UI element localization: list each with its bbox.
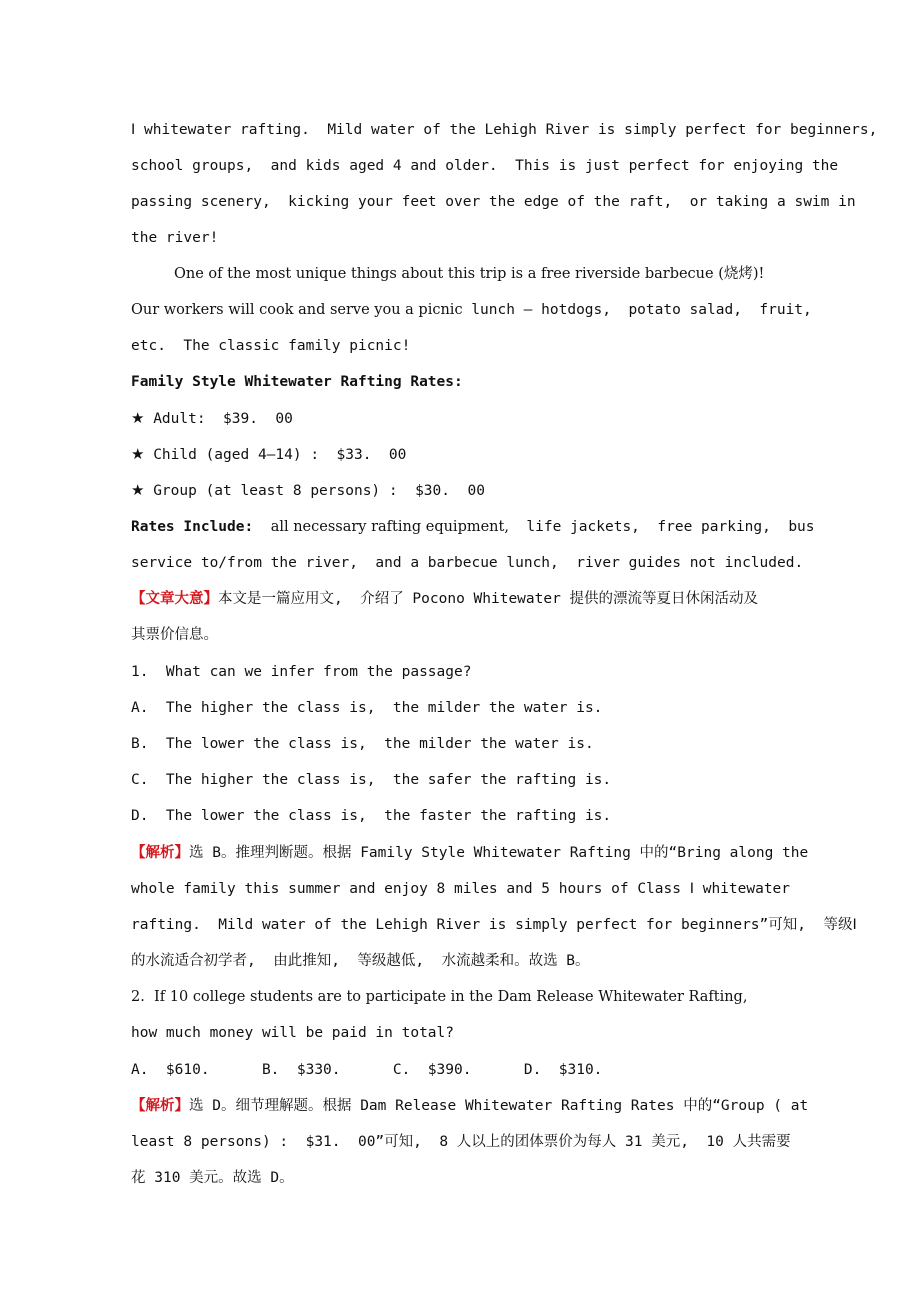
- analysis-line: rafting. Mild water of the Lehigh River is simply perfect for beginners”可知, 等级Ⅰ: [131, 917, 857, 933]
- rates-include: [131, 517, 815, 537]
- rates-title: Family Style Whitewater Rafting Rates:: [131, 374, 463, 390]
- question-2-options: A. $610. B. $330. C. $390. D. $310.: [131, 1062, 603, 1078]
- passage-line: the river!: [131, 230, 219, 246]
- analysis-line: 花 310 美元。故选 D。: [131, 1170, 294, 1186]
- rates-include-text: life jackets, free parking, bus: [508, 519, 815, 535]
- rates-include-line: service to/from the river, and a barbecue lunch, river guides not included.: [131, 555, 804, 571]
- analysis-line: 的水流适合初学者, 由此推知, 等级越低, 水流越柔和。故选 B。: [131, 953, 590, 969]
- rates-include-text: all necessary rafting equipment,: [270, 519, 509, 535]
- analysis-text: 选 D。细节理解题。根据 Dam Release Whitewater Rafting Rates 中的“Group ( at: [189, 1098, 809, 1114]
- analysis-tag: 【解析】: [131, 1097, 189, 1114]
- rate-item: [131, 480, 485, 500]
- star-icon: ★: [131, 445, 145, 463]
- summary-tag: 【文章大意】: [131, 590, 218, 607]
- summary-line: 其票价信息。: [131, 627, 218, 643]
- rate-text: Group (at least 8 persons) : $30. 00: [153, 483, 485, 499]
- rates-include-label: Rates Include:: [131, 519, 254, 535]
- passage-line: Ⅰ whitewater rafting. Mild water of the Lehigh River is simply perfect for beginners,: [131, 122, 878, 138]
- star-icon: ★: [131, 409, 145, 427]
- passage-line: One of the most unique things about this trip is a free riverside barbecue (烧烤)!: [174, 266, 765, 282]
- analysis-tag: 【解析】: [131, 844, 189, 861]
- question-1-option-a: A. The higher the class is, the milder the water is.: [131, 700, 603, 716]
- passage-text: lunch — hotdogs, potato salad, fruit,: [462, 302, 812, 318]
- question-1-analysis: [131, 843, 808, 863]
- passage-text: Our workers will cook and serve you a picnic: [131, 302, 463, 318]
- analysis-line: whole family this summer and enjoy 8 miles and 5 hours of Class Ⅰ whitewater: [131, 881, 791, 897]
- passage-line: school groups, and kids aged 4 and older. This is just perfect for enjoying the: [131, 158, 839, 174]
- question-2-analysis: [131, 1096, 808, 1116]
- question-2-stem-line: how much money will be paid in total?: [131, 1025, 455, 1041]
- question-1-option-b: B. The lower the class is, the milder the water is.: [131, 736, 594, 752]
- rate-item: [131, 444, 406, 464]
- passage-line: etc. The classic family picnic!: [131, 338, 411, 354]
- star-icon: ★: [131, 481, 145, 499]
- rate-text: Child (aged 4—14) : $33. 00: [153, 447, 407, 463]
- rate-item: [131, 408, 293, 428]
- question-1-stem: 1. What can we infer from the passage?: [131, 664, 472, 680]
- analysis-text: 选 B。推理判断题。根据 Family Style Whitewater Rafting 中的“Bring along the: [189, 845, 809, 861]
- passage-line: [131, 300, 812, 320]
- rate-text: Adult: $39. 00: [153, 411, 293, 427]
- question-1-option-c: C. The higher the class is, the safer the rafting is.: [131, 772, 612, 788]
- analysis-line: least 8 persons) : $31. 00”可知, 8 人以上的团体票价为每人 31 美元, 10 人共需要: [131, 1134, 791, 1150]
- question-2-stem: 2. If 10 college students are to participate in the Dam Release Whitewater Rafting,: [131, 989, 748, 1005]
- passage-line: passing scenery, kicking your feet over the edge of the raft, or taking a swim in: [131, 194, 856, 210]
- summary-text: 本文是一篇应用文, 介绍了 Pocono Whitewater 提供的漂流等夏日休闲活动及: [218, 591, 759, 607]
- question-1-option-d: D. The lower the class is, the faster the rafting is.: [131, 808, 612, 824]
- summary: [131, 589, 758, 609]
